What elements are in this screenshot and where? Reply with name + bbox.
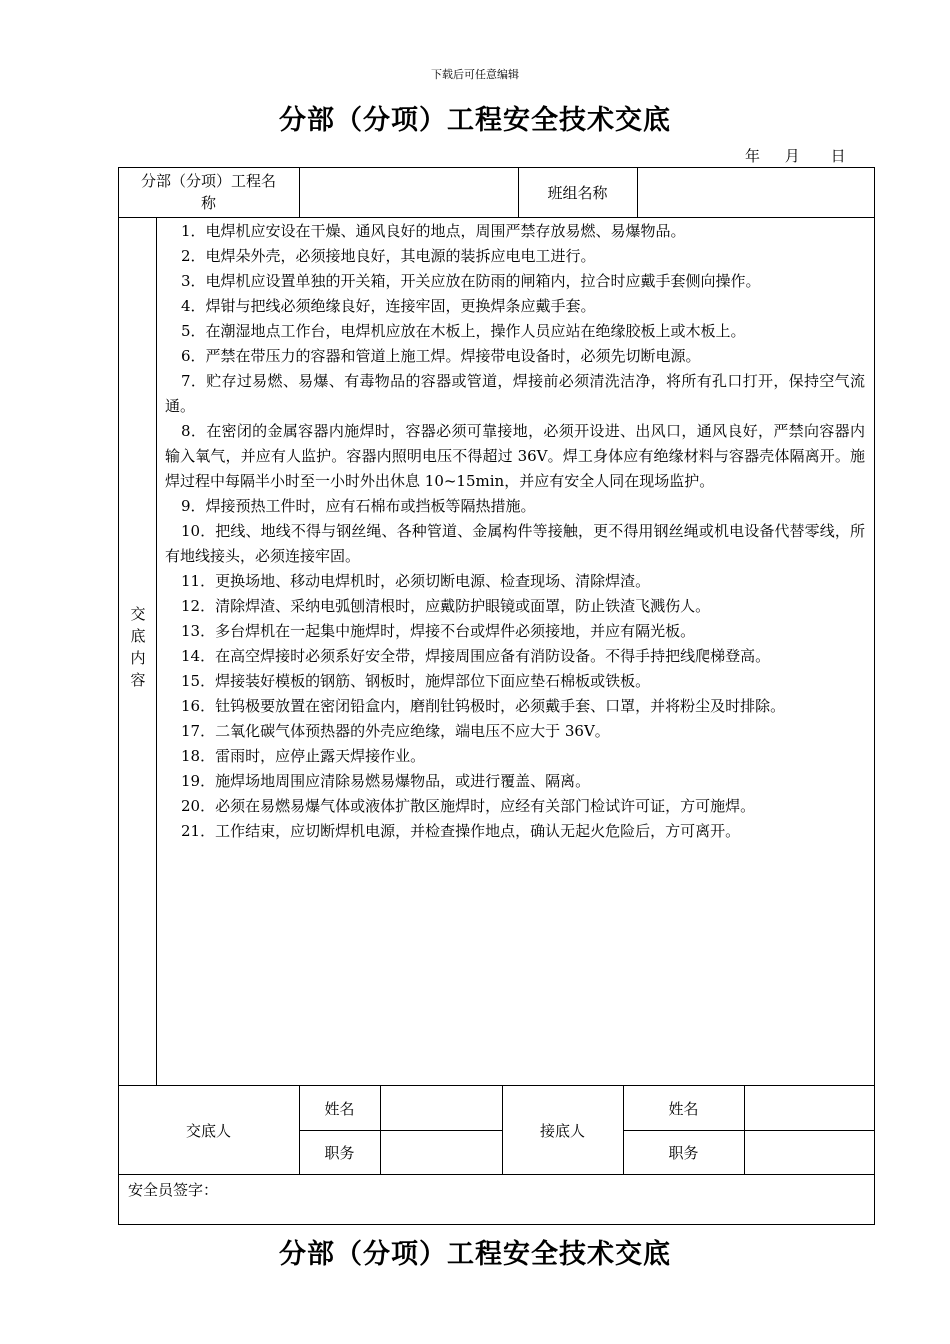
list-item: 6．严禁在带压力的容器和管道上施工焊。焊接带电设备时，必须先切断电源。 [181, 347, 701, 365]
list-item: 16．钍钨极要放置在密闭铅盒内，磨削钍钨极时，必须戴手套、口罩，并将粉尘及时排除。 [181, 697, 786, 715]
team-name-label: 班组名称 [547, 184, 608, 202]
list-item: 2．电焊朵外壳，必须接地良好，其电源的装拆应电电工进行。 [181, 247, 596, 265]
discloser-name-field[interactable] [381, 1086, 501, 1130]
document-title-repeat: 分部（分项）工程安全技术交底 [279, 1239, 671, 1270]
list-item: 13．多台焊机在一起集中施焊时，焊接不台或焊件必须接地，并应有隔光板。 [181, 622, 696, 640]
discloser-position-label: 职务 [324, 1144, 355, 1162]
team-name-field[interactable] [638, 168, 874, 217]
list-item: 21．工作结束，应切断焊机电源，并检查操作地点，确认无起火危险后，方可离开。 [181, 822, 741, 840]
document-title: 分部（分项）工程安全技术交底 [279, 105, 671, 136]
list-item: 9．焊接预热工件时，应有石棉布或挡板等隔热措施。 [181, 497, 536, 515]
table-border [118, 217, 875, 218]
list-item: 8．在密闭的金属容器内施焊时，容器必须可靠接地，必须开设进、出风口，通风良好，严禁向容器内输入氧气，并应有人监护。容器内照明电压不得超过 36V。焊工身体应有绝缘材料与容器壳体隔离开。施焊过程中每隔半小时至一小时外出休息 10~15min，并应有安全人同在现场监护。 [165, 422, 865, 490]
receiver-name-field[interactable] [745, 1086, 874, 1130]
list-item: 15．焊接装好模板的钢筋、钢板时，施焊部位下面应垫石棉板或铁板。 [181, 672, 651, 690]
content-label-char: 底 [130, 627, 146, 645]
receiver-position-label: 职务 [668, 1144, 699, 1162]
list-item: 3．电焊机应设置单独的开关箱，开关应放在防雨的闸箱内，拉合时应戴手套侧向操作。 [181, 272, 761, 290]
date-month-label: 月 [784, 147, 800, 165]
project-name-field[interactable] [300, 168, 517, 217]
disclosure-content [165, 219, 865, 844]
list-item: 12．清除焊渣、采纳电弧刨清根时，应戴防护眼镜或面罩，防止铁渣飞溅伤人。 [181, 597, 711, 615]
list-item: 18．雷雨时，应停止露天焊接作业。 [181, 747, 426, 765]
list-item: 5．在潮湿地点工作台，电焊机应放在木板上，操作人员应站在绝缘胶板上或木板上。 [181, 322, 746, 340]
safety-officer-signature-field[interactable] [230, 1176, 870, 1222]
content-label [120, 603, 156, 691]
editable-note: 下载后可任意编辑 [431, 68, 519, 81]
discloser-position-field[interactable] [381, 1131, 501, 1174]
receiver-label: 接底人 [539, 1122, 585, 1140]
content-label-char: 内 [130, 649, 146, 667]
table-border [156, 217, 157, 1085]
date-line [745, 145, 846, 166]
project-name-label [118, 170, 299, 214]
discloser-name-label: 姓名 [324, 1100, 355, 1118]
list-item: 4．焊钳与把线必须绝缘良好，连接牢固，更换焊条应戴手套。 [181, 297, 596, 315]
receiver-name-label: 姓名 [668, 1100, 699, 1118]
list-item: 10．把线、地线不得与钢丝绳、各种管道、金属构件等接触，更不得用钢丝绳或机电设备代替零线，所有地线接头，必须连接牢固。 [165, 522, 865, 565]
table-border [118, 167, 119, 1225]
list-item: 11．更换场地、移动电焊机时，必须切断电源、检查现场、清除焊渣。 [181, 572, 651, 590]
receiver-position-field[interactable] [745, 1131, 874, 1174]
list-item: 19．施焊场地周围应清除易燃易爆物品，或进行覆盖、隔离。 [181, 772, 591, 790]
list-item: 14．在高空焊接时必须系好安全带，焊接周围应备有消防设备。不得手持把线爬梯登高。 [181, 647, 771, 665]
content-label-char: 交 [130, 605, 146, 623]
date-year-label: 年 [745, 147, 761, 165]
project-name-label-line2: 称 [200, 194, 216, 212]
list-item: 1．电焊机应安设在干燥、通风良好的地点，周围严禁存放易燃、易爆物品。 [181, 222, 686, 240]
date-day-label: 日 [830, 147, 846, 165]
list-item: 17．二氧化碳气体预热器的外壳应绝缘，端电压不应大于 36V。 [181, 722, 610, 740]
table-border [118, 1174, 875, 1175]
list-item: 7．贮存过易燃、易爆、有毒物品的容器或管道，焊接前必须清洗洁净，将所有孔口打开，保持空气流通。 [165, 372, 865, 415]
content-label-char: 容 [130, 671, 146, 689]
list-item: 20．必须在易燃易爆气体或液体扩散区施焊时，应经有关部门检试许可证，方可施焊。 [181, 797, 756, 815]
safety-officer-signature-label: 安全员签字： [128, 1181, 219, 1199]
table-border [874, 167, 875, 1225]
table-border [118, 1224, 875, 1225]
project-name-label-line1: 分部（分项）工程名 [140, 172, 276, 190]
discloser-label: 交底人 [185, 1122, 231, 1140]
